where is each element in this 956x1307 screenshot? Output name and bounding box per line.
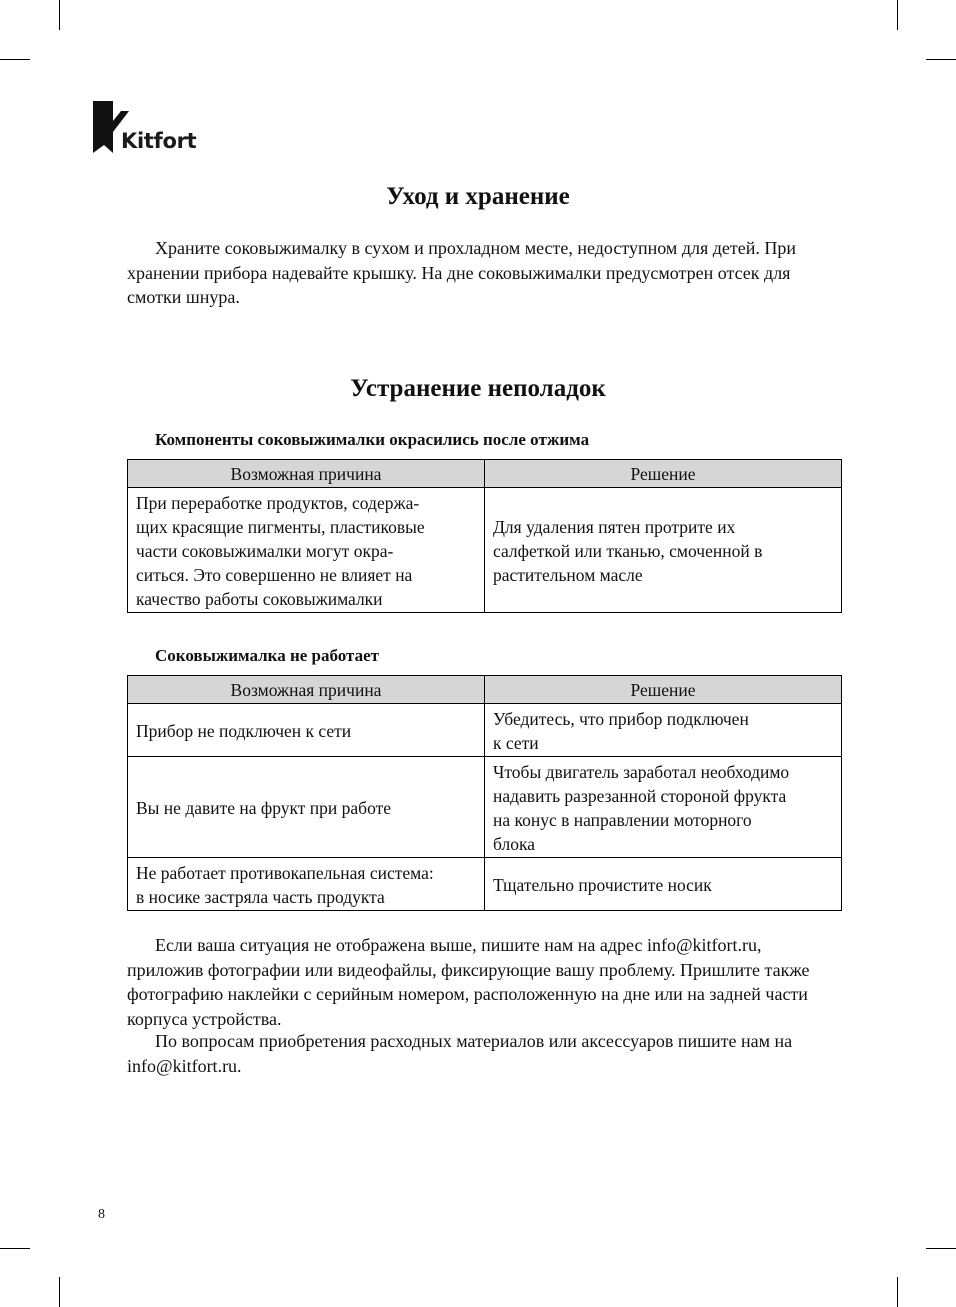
table-row (128, 858, 842, 911)
crop-mark (897, 1277, 898, 1307)
footer-paragraph-accessories: По вопросам приобретения расходных материалов или аксессуаров пишите нам на info@kitfort.ru. (127, 1031, 793, 1076)
column-header-solution: Решение (485, 460, 842, 488)
cause-cell: Вы не давите на фрукт при работе (128, 757, 485, 858)
crop-mark (0, 1248, 30, 1249)
solution-cell: Для удаления пятен протрите их салфеткой или тканью, смоченной в растительном масле (485, 488, 842, 613)
page-number: 8 (98, 1207, 105, 1222)
crop-mark (59, 1277, 60, 1307)
crop-mark (59, 0, 60, 30)
column-header-cause: Возможная причина (128, 460, 485, 488)
section2-subtitle: Соковыжималка не работает (155, 646, 379, 665)
table-header-row (128, 460, 842, 488)
cause-cell: При переработке продуктов, содержа- щих красящие пигменты, пластиковые части соковыжималки могут окра- ситься. Это совершенно не влияет на качество работы соковыжималки (128, 488, 485, 613)
column-header-solution: Решение (485, 676, 842, 704)
cause-cell: Не работает противокапельная система: в носике застряла часть продукта (128, 858, 485, 911)
table-row (128, 488, 842, 613)
section2-table (127, 675, 842, 911)
crop-mark (0, 59, 30, 60)
column-header-cause: Возможная причина (128, 676, 485, 704)
troubleshooting-title: Устранение неполадок (350, 375, 606, 402)
table-row (128, 704, 842, 757)
crop-mark (926, 59, 956, 60)
solution-cell: Убедитесь, что прибор подключен к сети (485, 704, 842, 757)
table-row (128, 757, 842, 858)
section1-subtitle: Компоненты соковыжималки окрасились после отжима (155, 430, 590, 449)
crop-mark (897, 0, 898, 30)
table-header-row (128, 676, 842, 704)
brand-logo (93, 101, 233, 155)
cause-cell: Прибор не подключен к сети (128, 704, 485, 757)
brand-logo-text: Kitfort (121, 129, 197, 153)
solution-cell: Тщательно прочистите носик (485, 858, 842, 911)
crop-mark (926, 1248, 956, 1249)
section1-table (127, 459, 842, 613)
solution-cell: Чтобы двигатель заработал необходимо надавить разрезанной стороной фрукта на конус в направлении моторного блока (485, 757, 842, 858)
care-title: Уход и хранение (386, 183, 570, 210)
footer-paragraph-contact: Если ваша ситуация не отображена выше, пишите нам на адрес info@kitfort.ru, приложив фотографии или видеофайлы, фиксирующие вашу проблему. Пришлите также фотографию наклейки с серийным номером, расположенную на дне или на задней части корпуса устройства. (127, 935, 810, 1029)
care-paragraph: Храните соковыжималку в сухом и прохладном месте, недоступном для детей. При хранении прибора надевайте крышку. На дне соковыжималки предусмотрен отсек для смотки шнура. (127, 238, 797, 307)
